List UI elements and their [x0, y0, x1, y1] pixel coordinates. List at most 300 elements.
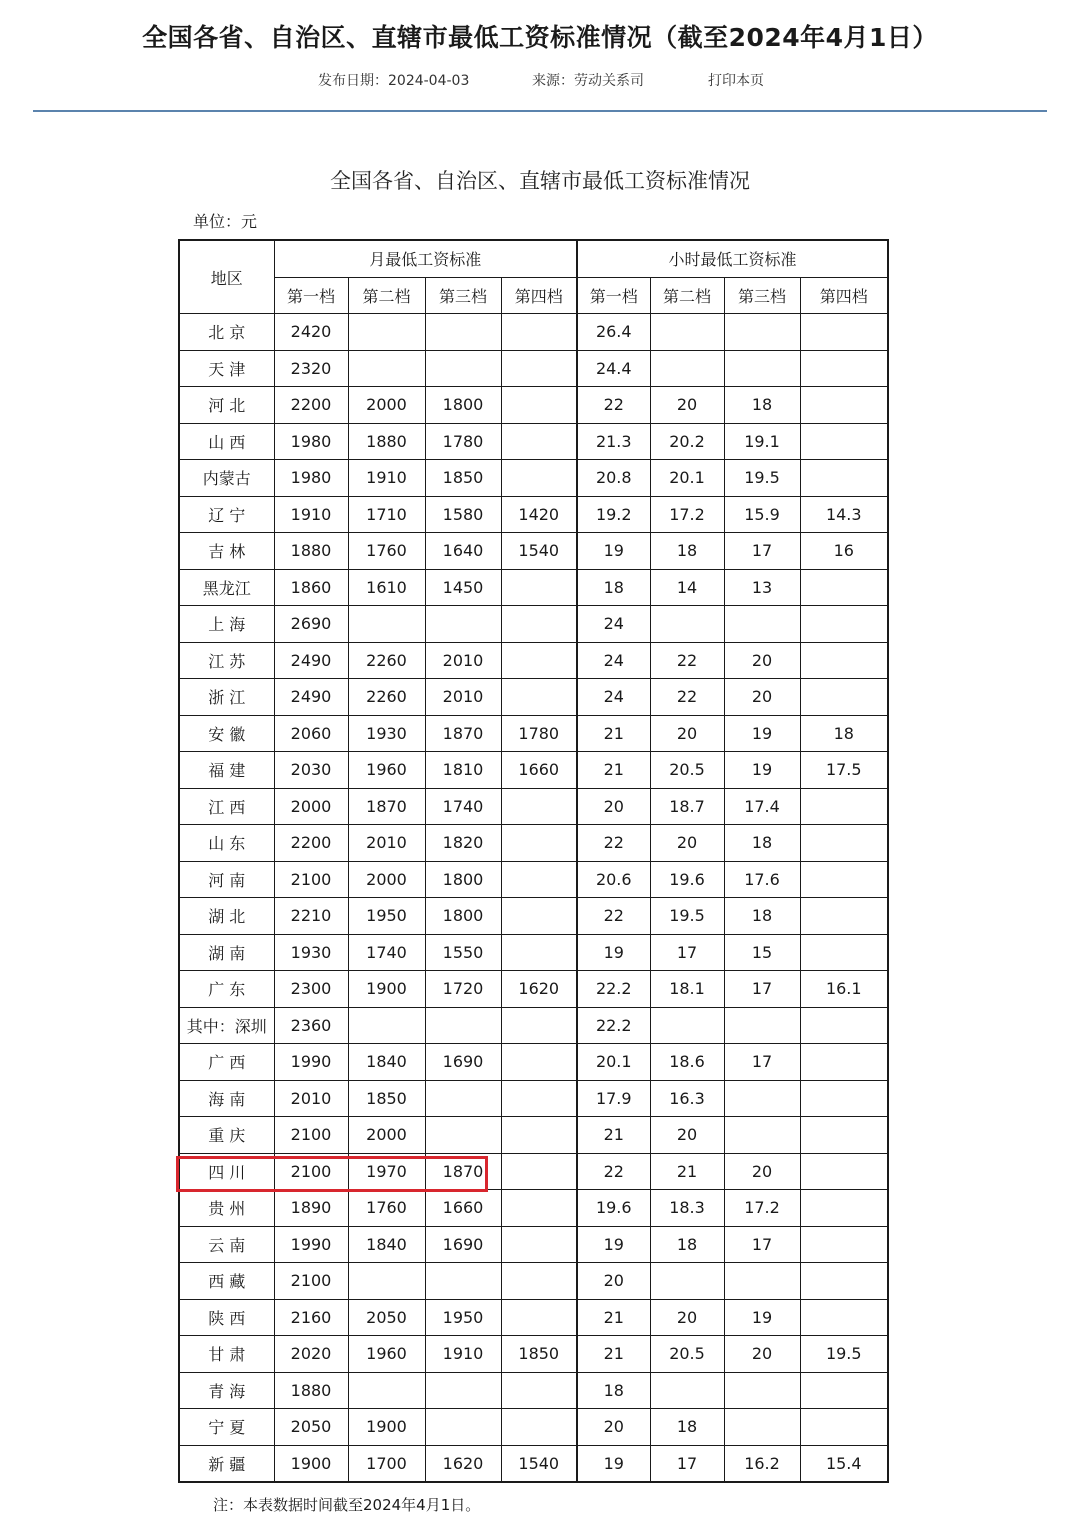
monthly-wage-cell	[501, 387, 577, 424]
monthly-wage-cell: 1930	[348, 715, 425, 752]
hourly-wage-cell: 17.2	[650, 496, 724, 533]
source-label: 来源：劳动关系司	[532, 73, 644, 89]
monthly-wage-cell: 1870	[425, 1153, 501, 1190]
region-cell: 安 徽	[179, 715, 274, 752]
region-cell: 吉 林	[179, 533, 274, 570]
monthly-wage-cell: 2100	[274, 1153, 348, 1190]
table-row	[179, 1336, 888, 1373]
hourly-wage-cell: 17	[724, 1044, 800, 1081]
monthly-wage-cell: 2100	[274, 861, 348, 898]
region-cell: 贵 州	[179, 1190, 274, 1227]
region-cell: 青 海	[179, 1372, 274, 1409]
hourly-wage-cell	[800, 1044, 888, 1081]
monthly-wage-cell: 1420	[501, 496, 577, 533]
monthly-wage-cell	[501, 1153, 577, 1190]
monthly-wage-cell	[501, 1226, 577, 1263]
monthly-wage-cell: 2010	[425, 679, 501, 716]
hourly-wage-cell: 17.4	[724, 788, 800, 825]
hourly-wage-cell: 24	[577, 642, 650, 679]
monthly-wage-cell: 2210	[274, 898, 348, 935]
table-row	[179, 788, 888, 825]
monthly-wage-cell	[501, 606, 577, 643]
table-row	[179, 533, 888, 570]
monthly-wage-cell: 2300	[274, 971, 348, 1008]
monthly-wage-cell: 2200	[274, 825, 348, 862]
hourly-wage-cell: 19.5	[650, 898, 724, 935]
region-cell: 江 苏	[179, 642, 274, 679]
hourly-wage-cell: 26.4	[577, 314, 650, 351]
monthly-wage-cell	[348, 314, 425, 351]
hourly-wage-cell: 19	[577, 533, 650, 570]
hourly-wage-cell	[724, 606, 800, 643]
hourly-wage-cell	[724, 350, 800, 387]
table-row	[179, 1044, 888, 1081]
hourly-wage-cell: 18.7	[650, 788, 724, 825]
header-row-groups	[179, 240, 888, 277]
table-row	[179, 387, 888, 424]
monthly-wage-cell	[425, 1117, 501, 1154]
monthly-wage-cell	[501, 1190, 577, 1227]
hourly-wage-cell: 15.9	[724, 496, 800, 533]
hourly-wage-cell: 20.5	[650, 1336, 724, 1373]
document-subtitle: 全国各省、自治区、直辖市最低工资标准情况	[330, 169, 750, 193]
monthly-wage-cell	[425, 1263, 501, 1300]
hourly-wage-cell	[724, 1372, 800, 1409]
hourly-wage-cell: 18	[800, 715, 888, 752]
hourly-wage-cell: 20.6	[577, 861, 650, 898]
monthly-wage-cell: 1840	[348, 1226, 425, 1263]
hourly-wage-cell: 16.2	[724, 1445, 800, 1482]
hourly-wage-cell: 20.5	[650, 752, 724, 789]
monthly-wage-cell	[501, 1263, 577, 1300]
hourly-wage-cell	[800, 1007, 888, 1044]
monthly-wage-cell	[425, 314, 501, 351]
hourly-wage-cell	[650, 1263, 724, 1300]
monthly-wage-cell	[425, 350, 501, 387]
hourly-wage-cell: 24	[577, 679, 650, 716]
minimum-wage-table	[178, 239, 889, 1483]
table-row	[179, 642, 888, 679]
hourly-wage-cell: 19	[577, 1226, 650, 1263]
table-row	[179, 1153, 888, 1190]
region-cell: 河 北	[179, 387, 274, 424]
monthly-wage-cell: 1880	[274, 1372, 348, 1409]
region-cell: 广 西	[179, 1044, 274, 1081]
monthly-wage-cell: 1870	[348, 788, 425, 825]
hourly-wage-cell	[800, 1409, 888, 1446]
hourly-wage-cell	[800, 934, 888, 971]
monthly-wage-cell: 2200	[274, 387, 348, 424]
hourly-wage-cell: 19	[724, 1299, 800, 1336]
hourly-wage-cell: 21	[577, 1299, 650, 1336]
region-cell: 福 建	[179, 752, 274, 789]
monthly-wage-cell	[501, 460, 577, 497]
monthly-wage-cell: 2360	[274, 1007, 348, 1044]
monthly-wage-cell: 2030	[274, 752, 348, 789]
hourly-wage-cell	[650, 606, 724, 643]
hourly-wage-cell: 15.4	[800, 1445, 888, 1482]
table-row	[179, 1007, 888, 1044]
hourly-wage-cell: 20	[650, 1299, 724, 1336]
hourly-wage-cell: 17	[650, 934, 724, 971]
monthly-wage-cell: 2060	[274, 715, 348, 752]
monthly-wage-cell: 1740	[348, 934, 425, 971]
hourly-wage-cell: 21.3	[577, 423, 650, 460]
region-cell: 陕 西	[179, 1299, 274, 1336]
table-row	[179, 314, 888, 351]
meta-bar	[0, 70, 1080, 92]
hourly-wage-cell: 15	[724, 934, 800, 971]
monthly-tier-header: 第四档	[501, 277, 577, 314]
hourly-wage-cell: 20.8	[577, 460, 650, 497]
hourly-wage-cell	[800, 460, 888, 497]
monthly-wage-cell: 1850	[501, 1336, 577, 1373]
monthly-wage-cell	[348, 606, 425, 643]
monthly-wage-cell: 1910	[425, 1336, 501, 1373]
monthly-wage-cell: 1980	[274, 460, 348, 497]
table-row	[179, 1299, 888, 1336]
hourly-wage-cell: 20	[650, 387, 724, 424]
monthly-wage-cell: 1610	[348, 569, 425, 606]
monthly-wage-cell	[425, 1409, 501, 1446]
monthly-wage-cell: 1850	[425, 460, 501, 497]
monthly-wage-cell: 1700	[348, 1445, 425, 1482]
monthly-wage-cell: 1660	[425, 1190, 501, 1227]
hourly-wage-cell: 22	[577, 1153, 650, 1190]
region-cell: 其中：深圳	[179, 1007, 274, 1044]
hourly-wage-cell	[800, 1117, 888, 1154]
table-body	[179, 240, 888, 1482]
monthly-wage-cell	[501, 1299, 577, 1336]
hourly-wage-cell: 19.6	[577, 1190, 650, 1227]
monthly-wage-cell	[348, 1372, 425, 1409]
region-cell: 宁 夏	[179, 1409, 274, 1446]
monthly-wage-cell: 1970	[348, 1153, 425, 1190]
hourly-wage-cell: 13	[724, 569, 800, 606]
hourly-wage-cell	[650, 1007, 724, 1044]
hourly-wage-cell	[800, 1226, 888, 1263]
monthly-wage-cell: 2260	[348, 679, 425, 716]
monthly-wage-cell: 2490	[274, 642, 348, 679]
table-row	[179, 1263, 888, 1300]
monthly-wage-cell: 2010	[274, 1080, 348, 1117]
monthly-wage-cell: 1990	[274, 1226, 348, 1263]
monthly-wage-cell: 1800	[425, 861, 501, 898]
monthly-wage-cell: 1900	[348, 971, 425, 1008]
region-cell: 辽 宁	[179, 496, 274, 533]
hourly-wage-cell: 21	[577, 752, 650, 789]
region-cell: 甘 肃	[179, 1336, 274, 1373]
monthly-wage-cell	[501, 898, 577, 935]
monthly-wage-cell: 1780	[425, 423, 501, 460]
hourly-wage-cell	[724, 1117, 800, 1154]
hourly-wage-cell	[800, 569, 888, 606]
region-cell: 浙 江	[179, 679, 274, 716]
hourly-wage-cell: 20	[577, 1263, 650, 1300]
hourly-wage-cell	[800, 1190, 888, 1227]
hourly-wage-cell: 19	[577, 934, 650, 971]
page-title: 全国各省、自治区、直辖市最低工资标准情况（截至2024年4月1日）	[142, 23, 938, 52]
hourly-wage-cell: 18	[724, 387, 800, 424]
hourly-wage-cell: 17	[650, 1445, 724, 1482]
publish-date: 发布日期：2024-04-03	[318, 73, 470, 89]
table-row	[179, 1226, 888, 1263]
hourly-wage-cell: 14	[650, 569, 724, 606]
hourly-tier-header: 第二档	[650, 277, 724, 314]
monthly-wage-cell: 1980	[274, 423, 348, 460]
hourly-wage-cell: 17	[724, 533, 800, 570]
hourly-group-header: 小时最低工资标准	[577, 240, 888, 277]
monthly-wage-cell: 1780	[501, 715, 577, 752]
hourly-wage-cell: 22	[650, 679, 724, 716]
unit-label: 单位：元	[193, 212, 258, 231]
monthly-wage-cell: 1690	[425, 1044, 501, 1081]
table-row	[179, 1190, 888, 1227]
table-row	[179, 1445, 888, 1482]
hourly-wage-cell	[800, 1263, 888, 1300]
table-row	[179, 679, 888, 716]
monthly-wage-cell	[501, 1044, 577, 1081]
monthly-wage-cell	[501, 1007, 577, 1044]
hourly-wage-cell: 16.3	[650, 1080, 724, 1117]
hourly-wage-cell	[800, 1080, 888, 1117]
hourly-wage-cell: 17.9	[577, 1080, 650, 1117]
monthly-wage-cell: 2100	[274, 1117, 348, 1154]
hourly-wage-cell	[800, 642, 888, 679]
hourly-wage-cell	[800, 1153, 888, 1190]
table-row	[179, 752, 888, 789]
monthly-wage-cell: 1960	[348, 1336, 425, 1373]
table-row	[179, 861, 888, 898]
hourly-wage-cell: 19	[724, 715, 800, 752]
monthly-wage-cell: 1540	[501, 1445, 577, 1482]
table-row	[179, 715, 888, 752]
hourly-wage-cell	[800, 679, 888, 716]
region-cell: 新 疆	[179, 1445, 274, 1482]
monthly-wage-cell	[501, 1117, 577, 1154]
monthly-wage-cell	[425, 1372, 501, 1409]
region-cell: 重 庆	[179, 1117, 274, 1154]
hourly-wage-cell: 20	[650, 715, 724, 752]
monthly-wage-cell: 1950	[348, 898, 425, 935]
monthly-wage-cell: 1960	[348, 752, 425, 789]
monthly-wage-cell: 1690	[425, 1226, 501, 1263]
hourly-wage-cell: 18.1	[650, 971, 724, 1008]
hourly-wage-cell: 19	[724, 752, 800, 789]
hourly-wage-cell: 17	[724, 971, 800, 1008]
monthly-wage-cell: 2050	[348, 1299, 425, 1336]
hourly-wage-cell: 24.4	[577, 350, 650, 387]
hourly-wage-cell: 22	[650, 642, 724, 679]
region-cell: 西 藏	[179, 1263, 274, 1300]
monthly-wage-cell: 1910	[348, 460, 425, 497]
hourly-wage-cell: 22.2	[577, 971, 650, 1008]
hourly-tier-header: 第四档	[800, 277, 888, 314]
monthly-wage-cell: 2690	[274, 606, 348, 643]
monthly-wage-cell: 1450	[425, 569, 501, 606]
hourly-wage-cell	[724, 1263, 800, 1300]
monthly-wage-cell: 1900	[274, 1445, 348, 1482]
hourly-wage-cell: 18	[577, 1372, 650, 1409]
hourly-wage-cell: 20	[577, 788, 650, 825]
hourly-wage-cell: 20	[724, 1336, 800, 1373]
region-cell: 北 京	[179, 314, 274, 351]
table-row	[179, 1080, 888, 1117]
hourly-wage-cell: 17.6	[724, 861, 800, 898]
hourly-wage-cell: 18.6	[650, 1044, 724, 1081]
hourly-wage-cell	[650, 314, 724, 351]
monthly-wage-cell: 2100	[274, 1263, 348, 1300]
monthly-wage-cell	[501, 642, 577, 679]
hourly-wage-cell	[800, 314, 888, 351]
hourly-wage-cell: 19	[577, 1445, 650, 1482]
monthly-wage-cell: 1660	[501, 752, 577, 789]
region-cell: 江 西	[179, 788, 274, 825]
hourly-wage-cell	[800, 788, 888, 825]
hourly-wage-cell: 21	[577, 1336, 650, 1373]
hourly-wage-cell: 19.1	[724, 423, 800, 460]
monthly-wage-cell	[425, 606, 501, 643]
monthly-wage-cell	[425, 1080, 501, 1117]
hourly-wage-cell: 21	[577, 715, 650, 752]
table-row	[179, 1117, 888, 1154]
region-cell: 四 川	[179, 1153, 274, 1190]
hourly-wage-cell	[650, 350, 724, 387]
monthly-wage-cell	[501, 788, 577, 825]
hourly-wage-cell: 19.5	[724, 460, 800, 497]
hourly-wage-cell: 20	[724, 642, 800, 679]
monthly-wage-cell: 2160	[274, 1299, 348, 1336]
monthly-wage-cell	[501, 861, 577, 898]
header-row-tiers	[179, 277, 888, 314]
monthly-wage-cell	[348, 1007, 425, 1044]
monthly-wage-cell	[425, 1007, 501, 1044]
hourly-wage-cell	[800, 898, 888, 935]
monthly-wage-cell	[501, 679, 577, 716]
table-row	[179, 1372, 888, 1409]
hourly-wage-cell: 20	[650, 1117, 724, 1154]
monthly-wage-cell: 1580	[425, 496, 501, 533]
hourly-wage-cell: 19.2	[577, 496, 650, 533]
hourly-wage-cell: 18.3	[650, 1190, 724, 1227]
hourly-wage-cell	[800, 1372, 888, 1409]
hourly-wage-cell: 20	[650, 825, 724, 862]
hourly-wage-cell	[724, 1080, 800, 1117]
region-cell: 湖 北	[179, 898, 274, 935]
table-row	[179, 496, 888, 533]
monthly-wage-cell: 2010	[425, 642, 501, 679]
monthly-wage-cell: 1930	[274, 934, 348, 971]
table-row	[179, 971, 888, 1008]
monthly-wage-cell: 1910	[274, 496, 348, 533]
monthly-wage-cell	[348, 1263, 425, 1300]
monthly-wage-cell: 1760	[348, 533, 425, 570]
monthly-wage-cell: 1760	[348, 1190, 425, 1227]
hourly-wage-cell: 19.6	[650, 861, 724, 898]
hourly-wage-cell: 18	[724, 898, 800, 935]
hourly-wage-cell: 22	[577, 825, 650, 862]
hourly-wage-cell	[800, 1299, 888, 1336]
monthly-wage-cell	[348, 350, 425, 387]
monthly-wage-cell	[501, 569, 577, 606]
monthly-wage-cell: 2000	[348, 1117, 425, 1154]
monthly-wage-cell	[501, 1409, 577, 1446]
hourly-wage-cell: 20	[577, 1409, 650, 1446]
region-cell: 河 南	[179, 861, 274, 898]
monthly-wage-cell: 1880	[274, 533, 348, 570]
monthly-wage-cell: 2260	[348, 642, 425, 679]
region-cell: 山 东	[179, 825, 274, 862]
monthly-wage-cell: 1900	[348, 1409, 425, 1446]
hourly-tier-header: 第一档	[577, 277, 650, 314]
monthly-wage-cell: 1880	[348, 423, 425, 460]
monthly-wage-cell: 1740	[425, 788, 501, 825]
monthly-wage-cell: 1620	[501, 971, 577, 1008]
monthly-wage-cell: 2000	[348, 861, 425, 898]
hourly-wage-cell: 22	[577, 898, 650, 935]
hourly-wage-cell: 14.3	[800, 496, 888, 533]
hourly-tier-header: 第三档	[724, 277, 800, 314]
monthly-wage-cell	[501, 350, 577, 387]
monthly-wage-cell: 2020	[274, 1336, 348, 1373]
monthly-wage-cell: 1720	[425, 971, 501, 1008]
hourly-wage-cell	[800, 825, 888, 862]
table-row	[179, 898, 888, 935]
region-cell: 云 南	[179, 1226, 274, 1263]
monthly-wage-cell: 1840	[348, 1044, 425, 1081]
monthly-wage-cell: 1800	[425, 898, 501, 935]
hourly-wage-cell: 18	[577, 569, 650, 606]
monthly-wage-cell: 2010	[348, 825, 425, 862]
monthly-wage-cell	[501, 1372, 577, 1409]
monthly-wage-cell: 1950	[425, 1299, 501, 1336]
print-page-link[interactable]: 打印本页	[708, 73, 764, 89]
region-cell: 海 南	[179, 1080, 274, 1117]
hourly-wage-cell: 20.1	[650, 460, 724, 497]
table-row	[179, 825, 888, 862]
hourly-wage-cell: 22	[577, 387, 650, 424]
monthly-wage-cell	[501, 423, 577, 460]
monthly-wage-cell: 1850	[348, 1080, 425, 1117]
region-cell: 上 海	[179, 606, 274, 643]
table-row	[179, 606, 888, 643]
hourly-wage-cell: 18	[650, 533, 724, 570]
region-cell: 黑龙江	[179, 569, 274, 606]
hourly-wage-cell: 21	[650, 1153, 724, 1190]
monthly-wage-cell: 1820	[425, 825, 501, 862]
hourly-wage-cell: 16.1	[800, 971, 888, 1008]
monthly-tier-header: 第一档	[274, 277, 348, 314]
hourly-wage-cell	[800, 606, 888, 643]
monthly-wage-cell: 1540	[501, 533, 577, 570]
region-cell: 广 东	[179, 971, 274, 1008]
hourly-wage-cell	[724, 314, 800, 351]
monthly-wage-cell	[501, 825, 577, 862]
monthly-wage-cell: 1640	[425, 533, 501, 570]
monthly-wage-cell: 1620	[425, 1445, 501, 1482]
hourly-wage-cell: 20.1	[577, 1044, 650, 1081]
header-divider	[33, 110, 1047, 112]
table-row	[179, 1409, 888, 1446]
hourly-wage-cell: 18	[650, 1226, 724, 1263]
monthly-tier-header: 第二档	[348, 277, 425, 314]
hourly-wage-cell	[724, 1007, 800, 1044]
hourly-wage-cell: 22.2	[577, 1007, 650, 1044]
table-row	[179, 460, 888, 497]
monthly-wage-cell: 1550	[425, 934, 501, 971]
table-row	[179, 350, 888, 387]
hourly-wage-cell	[724, 1409, 800, 1446]
